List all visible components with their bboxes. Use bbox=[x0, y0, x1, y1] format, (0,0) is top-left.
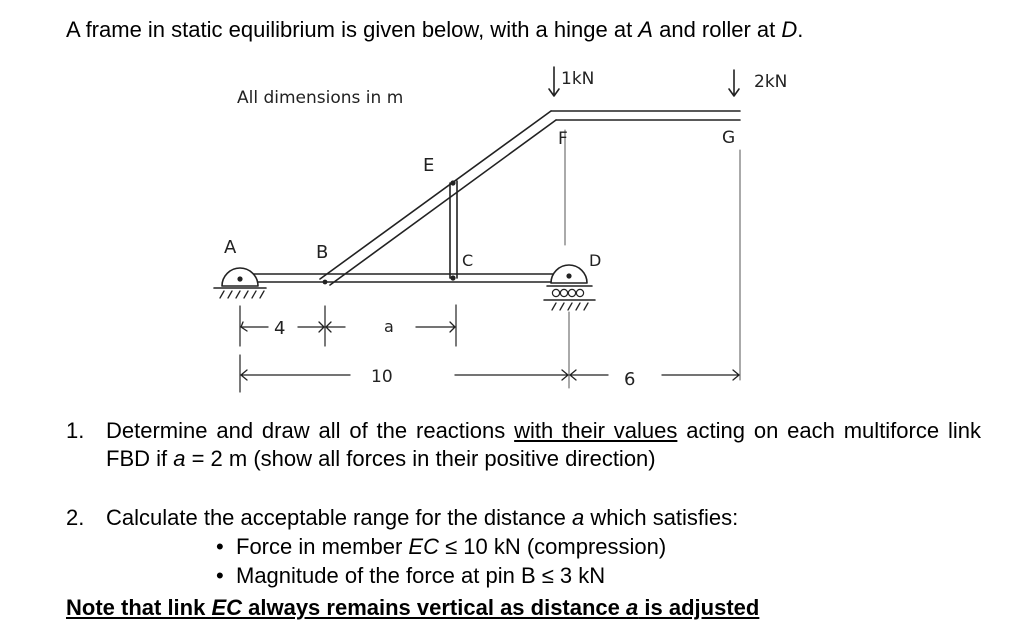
condition-list bbox=[66, 532, 981, 590]
note-middle: always remains vertical as distance bbox=[242, 595, 627, 620]
intro-point-d: D bbox=[781, 17, 798, 42]
question-2-variable: a bbox=[571, 505, 585, 530]
intro-middle: and roller at bbox=[652, 17, 782, 42]
question-2-number: 2. bbox=[66, 505, 85, 530]
note-end: is adjusted bbox=[638, 595, 760, 620]
dim-ad-right-arrow bbox=[455, 370, 568, 380]
label-f: F bbox=[558, 129, 568, 149]
dim-row1-extensions bbox=[240, 305, 456, 346]
dim-ad-left-arrow bbox=[241, 370, 350, 380]
dim-label-ab: 4 bbox=[274, 318, 286, 339]
label-d: D bbox=[589, 251, 602, 270]
dim-ab-left-arrow bbox=[241, 322, 268, 331]
ground-a-hatch bbox=[220, 291, 264, 298]
load-label-f: 1kN bbox=[561, 69, 595, 89]
question-1-underlined: with their values bbox=[514, 418, 678, 443]
question-2 bbox=[66, 504, 981, 532]
load-label-g: 2kN bbox=[754, 72, 788, 92]
roller-wheel-4 bbox=[576, 289, 583, 296]
label-a: A bbox=[224, 237, 237, 258]
question-2-text-start: Calculate the acceptable range for the distance bbox=[106, 505, 572, 530]
intro-point-a: A bbox=[638, 17, 653, 42]
pin-b bbox=[323, 280, 328, 285]
load-arrow-f bbox=[549, 67, 559, 96]
dim-dg-right-arrow bbox=[662, 370, 739, 380]
roller-wheel-2 bbox=[560, 289, 567, 296]
condition-1-start: Force in member bbox=[236, 534, 409, 559]
dim-bc-left-arrow bbox=[326, 322, 345, 332]
dim-ab-right-arrow bbox=[298, 322, 324, 332]
pin-d bbox=[566, 273, 571, 278]
note-start: Note that link bbox=[66, 595, 212, 620]
condition-1-end: ≤ 10 kN (compression) bbox=[438, 534, 667, 559]
member-bf-line1 bbox=[320, 111, 551, 279]
intro-suffix: . bbox=[797, 17, 804, 42]
load-arrow-g bbox=[729, 70, 739, 96]
question-1 bbox=[66, 417, 981, 473]
condition-item-1 bbox=[66, 532, 981, 561]
dimensions-note: All dimensions in m bbox=[237, 88, 404, 108]
dim-label-bc: a bbox=[384, 317, 394, 336]
dim-dg-left-arrow bbox=[570, 370, 608, 380]
dim-label-dg: 6 bbox=[624, 369, 636, 390]
question-1-text-start: Determine and draw all of the reactions bbox=[106, 418, 515, 443]
question-list bbox=[66, 417, 981, 590]
pin-e bbox=[450, 180, 455, 185]
question-1-text-end: = 2 m (show all forces in their positive direction) bbox=[185, 446, 656, 471]
question-1-number: 1. bbox=[66, 418, 85, 443]
pin-c bbox=[450, 275, 455, 280]
label-c: C bbox=[462, 251, 474, 270]
dim-label-ad: 10 bbox=[371, 367, 393, 387]
pin-a bbox=[237, 276, 242, 281]
note-text bbox=[66, 594, 759, 622]
label-e: E bbox=[423, 155, 435, 176]
condition-item-2 bbox=[66, 561, 981, 590]
question-1-text-middle: acting on each multiforce link FBD if bbox=[106, 418, 981, 471]
condition-2-text: Magnitude of the force at pin B ≤ 3 kN bbox=[236, 563, 606, 588]
condition-1-member: EC bbox=[408, 534, 439, 559]
label-b: B bbox=[316, 242, 329, 263]
label-g: G bbox=[722, 128, 736, 148]
bullet-icon: • bbox=[216, 534, 224, 559]
bullet-icon: • bbox=[216, 563, 224, 588]
intro-prefix: A frame in static equilibrium is given below, with a hinge at bbox=[66, 17, 639, 42]
question-1-variable: a bbox=[173, 446, 186, 471]
dim-bc-right-arrow bbox=[416, 322, 455, 332]
ground-d-hatch bbox=[552, 303, 588, 310]
roller-wheel-1 bbox=[552, 289, 559, 296]
question-2-text-end: which satisfies: bbox=[584, 505, 739, 530]
member-bf-line2 bbox=[330, 120, 556, 285]
roller-wheel-3 bbox=[568, 289, 575, 296]
note-variable: a bbox=[626, 595, 639, 620]
note-member: EC bbox=[211, 595, 243, 620]
